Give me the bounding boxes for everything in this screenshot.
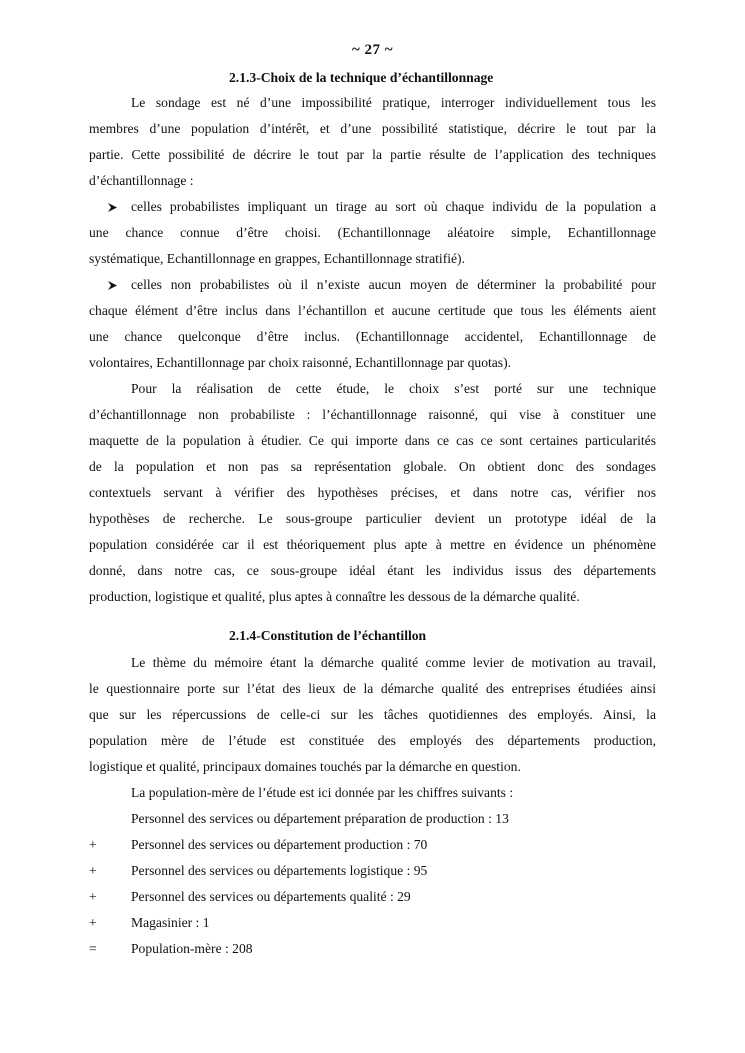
- row-text: Personnel des services ou département production : 70: [131, 837, 428, 852]
- page-number: ~ 27 ~: [351, 42, 394, 58]
- population-row: [89, 888, 649, 906]
- population-row: [89, 810, 649, 828]
- bullet-item: [131, 198, 656, 216]
- paragraph-line: contextuels servant à vérifier des hypothèses précises, et dans notre cas, vérifier nos: [89, 485, 656, 500]
- paragraph-line: une chance connue d’être choisi. (Echantillonnage aléatoire simple, Echantillonnage: [89, 225, 656, 240]
- paragraph-line: systématique, Echantillonnage en grappes, Echantillonnage stratifié).: [89, 251, 465, 266]
- arrow-bullet-icon: [107, 198, 118, 213]
- paragraph-line: production, logistique et qualité, plus aptes à connaître les dessous de la démarche qualité.: [89, 589, 580, 604]
- row-operator: =: [89, 941, 97, 956]
- paragraph-line: d’échantillonnage non probabiliste : l’échantillonnage raisonné, qui vise à constituer une: [89, 407, 656, 422]
- row-operator: +: [89, 837, 97, 852]
- row-operator: +: [89, 915, 97, 930]
- paragraph-line: Le thème du mémoire étant la démarche qualité comme levier de motivation au travail,: [131, 655, 656, 670]
- arrow-bullet-icon: [107, 276, 118, 291]
- paragraph-line: population considérée car il est théoriquement plus apte à mettre en évidence un phénomène: [89, 537, 656, 552]
- paragraph-line: hypothèses de recherche. Le sous-groupe particulier devient un prototype idéal de la: [89, 511, 656, 526]
- row-operator: +: [89, 889, 97, 904]
- row-text: Population-mère : 208: [131, 941, 253, 956]
- population-row: [89, 914, 649, 932]
- paragraph-line: partie. Cette possibilité de décrire le tout par la partie résulte de l’application des techniques: [89, 147, 656, 162]
- paragraph-line: population mère de l’étude est constituée des employés des départements production,: [89, 733, 656, 748]
- section-heading-2-1-3: 2.1.3-Choix de la technique d’échantillonnage: [229, 70, 494, 85]
- population-row: [89, 836, 649, 854]
- paragraph-line: membres d’une population d’intérêt, et d’une possibilité statistique, décrire le tout par la: [89, 121, 656, 136]
- population-row: [89, 862, 649, 880]
- paragraph-line: que sur les répercussions de celle-ci sur les tâches quotidiennes des employés. Ainsi, la: [89, 707, 656, 722]
- paragraph-line: logistique et qualité, principaux domaines touchés par la démarche en question.: [89, 759, 521, 774]
- row-text: Personnel des services ou département préparation de production : 13: [131, 811, 509, 826]
- row-operator: +: [89, 863, 97, 878]
- paragraph-line: le questionnaire porte sur l’état des lieux de la démarche qualité des entreprises étudiées ainsi: [89, 681, 656, 696]
- paragraph-line: donné, dans notre cas, ce sous-groupe idéal étant les individus issus des départements: [89, 563, 656, 578]
- paragraph-line: de la population et non pas sa représentation globale. On obtient donc des sondages: [89, 459, 656, 474]
- bullet-text: celles probabilistes impliquant un tirage au sort où chaque individu de la population a: [131, 199, 656, 214]
- population-intro: La population-mère de l’étude est ici donnée par les chiffres suivants :: [131, 785, 514, 800]
- row-text: Personnel des services ou départements logistique : 95: [131, 863, 428, 878]
- row-text: Magasinier : 1: [131, 915, 210, 930]
- population-row: [89, 940, 649, 958]
- paragraph-line: une chance quelconque d’être inclus. (Echantillonnage accidentel, Echantillonnage de: [89, 329, 656, 344]
- paragraph-line: chaque élément d’être inclus dans l’échantillon et aucune certitude que tous les éléments aient: [89, 303, 656, 318]
- paragraph-line: d’échantillonnage :: [89, 173, 194, 188]
- row-text: Personnel des services ou départements qualité : 29: [131, 889, 411, 904]
- paragraph-line: Le sondage est né d’une impossibilité pratique, interroger individuellement tous les: [131, 95, 656, 110]
- paragraph-line: Pour la réalisation de cette étude, le choix s’est porté sur une technique: [131, 381, 656, 396]
- bullet-item: [131, 276, 656, 294]
- bullet-text: celles non probabilistes où il n’existe aucun moyen de déterminer la probabilité pour: [131, 277, 656, 292]
- paragraph-line: maquette de la population à étudier. Ce qui importe dans ce cas ce sont certaines particularités: [89, 433, 656, 448]
- section-heading-2-1-4: 2.1.4-Constitution de l’échantillon: [229, 628, 427, 643]
- paragraph-line: volontaires, Echantillonnage par choix raisonné, Echantillonnage par quotas).: [89, 355, 512, 370]
